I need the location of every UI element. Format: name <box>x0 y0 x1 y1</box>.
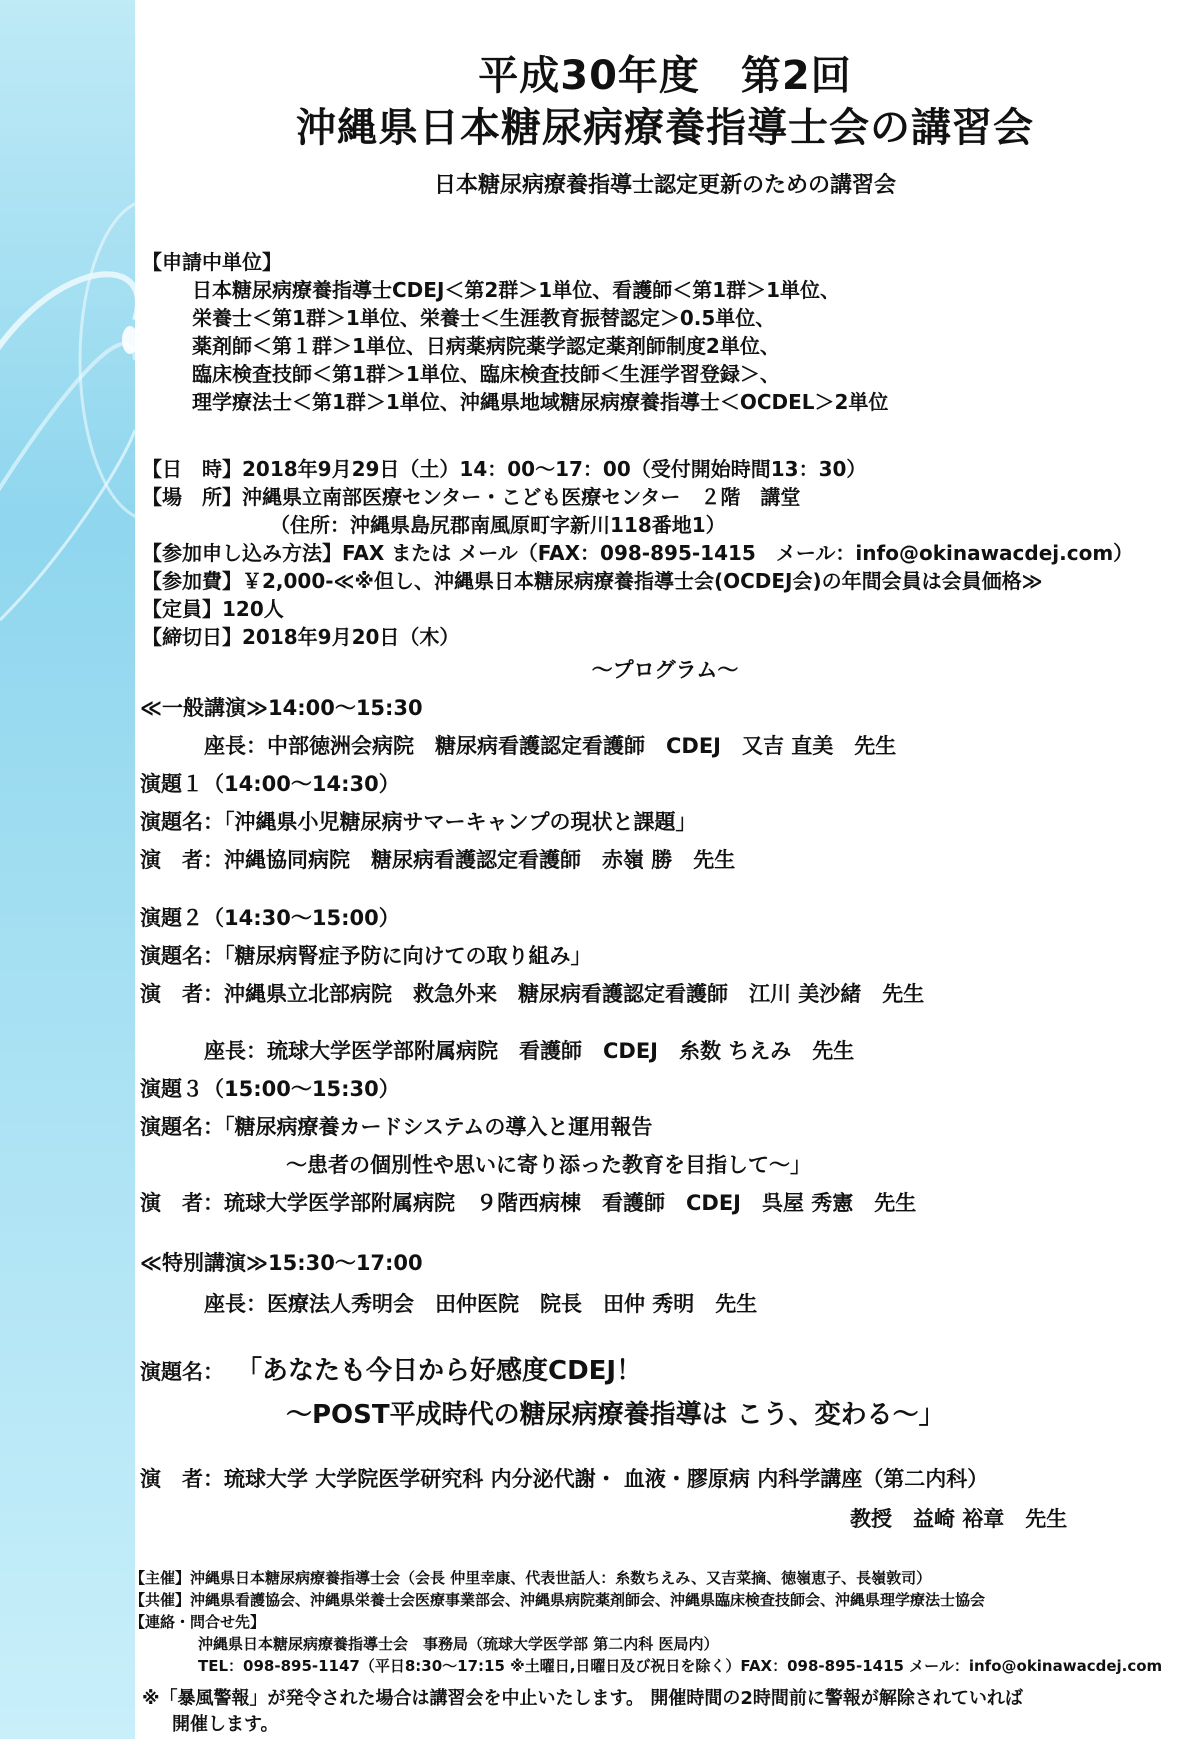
special-title-line-1: 「あなたも今日から好感度CDEJ！ <box>236 1356 643 1386</box>
program-heading: ～プログラム～ <box>591 658 739 682</box>
talk-3-speaker: 演 者：琉球大学医学部附属病院 ９階西病棟 看護師 CDEJ 呉屋 秀憲 先生 <box>140 1191 917 1215</box>
credits-line-4: 臨床検査技師＜第1群＞1単位、臨床検査技師＜生涯学習登録＞、 <box>192 362 780 386</box>
talk-3-title: 演題名：「糖尿病療養カードシステムの導入と運用報告 <box>140 1115 653 1139</box>
decorative-sidebar <box>0 0 135 1739</box>
chair-2: 座長：琉球大学医学部附属病院 看護師 CDEJ 糸数 ちえみ 先生 <box>204 1039 855 1063</box>
talk-3-number: 演題３（15:00～15:30） <box>140 1077 400 1101</box>
credits-line-5: 理学療法士＜第1群＞1単位、沖縄県地域糖尿病療養指導士＜OCDEL＞2単位 <box>192 390 889 414</box>
title-line-2: 沖縄県日本糖尿病療養指導士会の講習会 <box>296 105 1034 151</box>
talk-1-speaker: 演 者：沖縄協同病院 糖尿病看護認定看護師 赤嶺 勝 先生 <box>140 848 736 872</box>
event-capacity: 【定員】120人 <box>142 597 284 621</box>
talk-2-number: 演題２（14:30～15:00） <box>140 906 400 930</box>
talk-1-title: 演題名：「沖縄県小児糖尿病サマーキャンプの現状と課題」 <box>140 810 697 834</box>
footer-contact-office: 沖縄県日本糖尿病療養指導士会 事務局（琉球大学医学部 第二内科 医局内） <box>198 1635 719 1653</box>
special-session-heading: ≪特別講演≫15:30～17:00 <box>140 1251 423 1275</box>
special-title-label: 演題名： <box>140 1360 224 1384</box>
footer-organizer: 【主催】沖縄県日本糖尿病療養指導士会（会長 仲里幸康、代表世話人：糸数ちえみ、又吉菜摘、徳嶺恵子、長嶺敦司） <box>130 1569 932 1587</box>
special-speaker-title: 教授 益崎 裕章 先生 <box>850 1507 1068 1531</box>
chair-1: 座長：中部徳洲会病院 糖尿病看護認定看護師 CDEJ 又吉 直美 先生 <box>204 734 897 758</box>
talk-3-title-line-2: ～患者の個別性や思いに寄り添った教育を目指して～」 <box>286 1153 811 1177</box>
footer-cosponsor: 【共催】沖縄県看護協会、沖縄県栄養士会医療事業部会、沖縄県病院薬剤師会、沖縄県臨床検査技師会、沖縄県理学療法士協会 <box>130 1591 986 1609</box>
footer-contact-heading: 【連絡・問合せ先】 <box>130 1613 266 1631</box>
flyer-content <box>130 0 1190 1739</box>
credits-heading: 【申請中単位】 <box>142 250 282 274</box>
credits-line-2: 栄養士＜第1群＞1単位、栄養士＜生涯教育振替認定＞0.5単位、 <box>192 306 776 330</box>
subtitle: 日本糖尿病療養指導士認定更新のための講習会 <box>433 173 896 198</box>
swirl-decoration-icon <box>0 0 135 1739</box>
credits-line-3: 薬剤師＜第１群＞1単位、日病薬病院薬学認定薬剤師制度2単位、 <box>192 334 780 358</box>
chair-3: 座長：医療法人秀明会 田仲医院 院長 田仲 秀明 先生 <box>204 1292 758 1316</box>
event-deadline: 【締切日】2018年9月20日（木） <box>142 625 460 649</box>
event-fee: 【参加費】￥2,000-≪※但し、沖縄県日本糖尿病療養指導士会(OCDEJ会)の年間会員は会員価格≫ <box>142 569 1043 593</box>
footer-contact-phone: TEL：098-895-1147（平日8:30～17:15 ※土曜日,日曜日及び祝日を除く）FAX：098-895-1415 メール：info@okinawacdej.com <box>198 1657 1163 1675</box>
talk-1-number: 演題１（14:00～14:30） <box>140 772 400 796</box>
credits-line-1: 日本糖尿病療養指導士CDEJ＜第2群＞1単位、看護師＜第1群＞1単位、 <box>192 278 841 302</box>
event-address: （住所：沖縄県島尻郡南風原町字新川118番地1） <box>270 513 726 537</box>
general-session-heading: ≪一般講演≫14:00～15:30 <box>140 696 423 720</box>
talk-2-speaker: 演 者：沖縄県立北部病院 救急外来 糖尿病看護認定看護師 江川 美沙緒 先生 <box>140 982 925 1006</box>
special-title-line-2: ～POST平成時代の糖尿病療養指導は こう、変わる～」 <box>286 1400 945 1430</box>
storm-warning-line-1: ※「暴風警報」が発令された場合は講習会を中止いたします。 開催時間の2時間前に警報が解除されていれば <box>142 1688 1023 1709</box>
special-speaker: 演 者：琉球大学 大学院医学研究科 内分泌代謝・ 血液・膠原病 内科学講座（第二内科） <box>140 1467 989 1491</box>
event-datetime: 【日 時】2018年9月29日（土）14：00～17：00（受付開始時間13：30） <box>142 457 867 481</box>
event-venue: 【場 所】沖縄県立南部医療センター・こども医療センター ２階 講堂 <box>142 485 801 509</box>
storm-warning-line-2: 開催します。 <box>172 1714 279 1735</box>
event-apply: 【参加申し込み方法】FAX または メール（FAX：098-895-1415 メール：info@okinawacdej.com） <box>142 541 1134 565</box>
talk-2-title: 演題名：「糖尿病腎症予防に向けての取り組み」 <box>140 944 592 968</box>
title-line-1: 平成30年度 第2回 <box>478 53 852 99</box>
